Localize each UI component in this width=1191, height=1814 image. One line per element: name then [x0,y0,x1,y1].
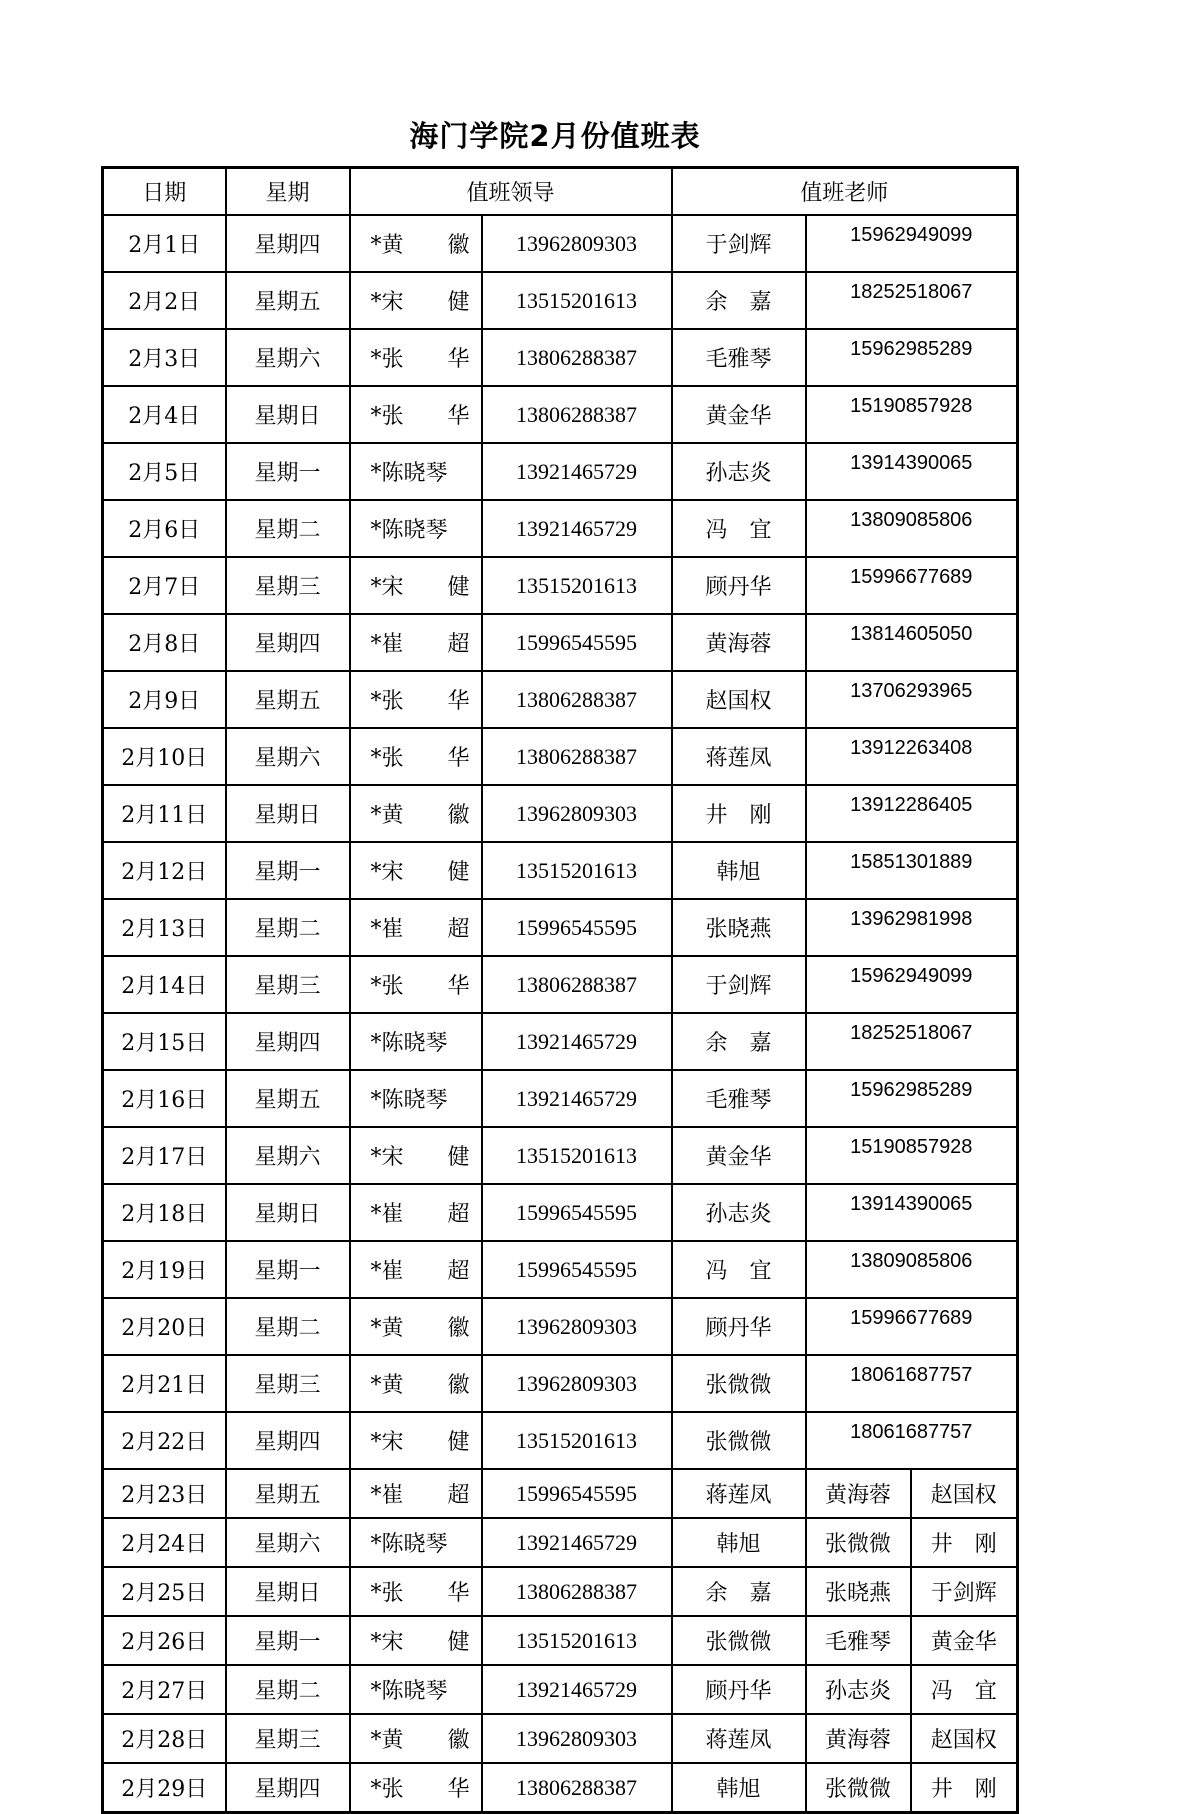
leader-name-cell: *张 华 [350,386,482,443]
teacher-phone-cell: 18061687757 [806,1412,1018,1469]
teacher-name-cell: 余 嘉 [672,1567,806,1616]
date-cell: 2月29日 [103,1763,226,1813]
weekday-cell: 星期四 [226,1412,350,1469]
date-cell: 2月10日 [103,728,226,785]
teacher-phone-cell: 13706293965 [806,671,1018,728]
weekday-cell: 星期四 [226,1763,350,1813]
leader-name-cell: *黄 徽 [350,1355,482,1412]
leader-name-cell: *宋 健 [350,1127,482,1184]
teacher-name-cell: 黄海蓉 [806,1714,911,1763]
teacher-phone-cell: 13914390065 [806,443,1018,500]
header-row [103,168,1018,216]
table-row [103,956,1018,1013]
teacher-name-cell: 井 刚 [911,1518,1018,1567]
leader-phone-cell: 13806288387 [482,728,672,785]
table-row [103,1127,1018,1184]
table-row [103,1298,1018,1355]
table-row [103,842,1018,899]
teacher-name-cell: 张微微 [806,1518,911,1567]
table-row [103,329,1018,386]
table-row [103,614,1018,671]
leader-phone-cell: 13921465729 [482,443,672,500]
teacher-phone-cell: 18252518067 [806,272,1018,329]
teacher-name-cell: 韩旭 [672,1518,806,1567]
table-row [103,500,1018,557]
teacher-name-cell: 赵国权 [672,671,806,728]
leader-phone-cell: 13921465729 [482,1013,672,1070]
teacher-name-cell: 张晓燕 [672,899,806,956]
teacher-name-cell: 毛雅琴 [806,1616,911,1665]
leader-name-cell: *陈晓琴 [350,1013,482,1070]
teacher-name-cell: 孙志炎 [806,1665,911,1714]
date-cell: 2月13日 [103,899,226,956]
teacher-phone-cell: 15996677689 [806,557,1018,614]
weekday-cell: 星期四 [226,1013,350,1070]
leader-phone-cell: 13921465729 [482,1518,672,1567]
teacher-name-cell: 顾丹华 [672,1665,806,1714]
teacher-phone-cell: 15190857928 [806,1127,1018,1184]
teacher-phone-cell: 15962985289 [806,1070,1018,1127]
teacher-name-cell: 孙志炎 [672,1184,806,1241]
leader-phone-cell: 15996545595 [482,1241,672,1298]
header-leader: 值班领导 [350,168,672,216]
date-cell: 2月17日 [103,1127,226,1184]
teacher-phone-cell: 15962949099 [806,956,1018,1013]
table-row [103,1616,1018,1665]
leader-phone-cell: 15996545595 [482,1469,672,1518]
weekday-cell: 星期二 [226,899,350,956]
teacher-name-cell: 黄金华 [911,1616,1018,1665]
table-row [103,1013,1018,1070]
teacher-name-cell: 蒋莲凤 [672,1714,806,1763]
leader-name-cell: *黄 徽 [350,215,482,272]
table-row [103,1469,1018,1518]
leader-name-cell: *宋 健 [350,842,482,899]
table-row [103,272,1018,329]
teacher-phone-cell: 15962985289 [806,329,1018,386]
weekday-cell: 星期五 [226,272,350,329]
table-row [103,1412,1018,1469]
date-cell: 2月1日 [103,215,226,272]
leader-phone-cell: 15996545595 [482,614,672,671]
teacher-phone-cell: 13912263408 [806,728,1018,785]
leader-name-cell: *宋 健 [350,272,482,329]
teacher-name-cell: 冯 宜 [672,1241,806,1298]
teacher-phone-cell: 18252518067 [806,1013,1018,1070]
leader-phone-cell: 13962809303 [482,1355,672,1412]
date-cell: 2月12日 [103,842,226,899]
teacher-phone-cell: 13814605050 [806,614,1018,671]
teacher-phone-cell: 15851301889 [806,842,1018,899]
table-row [103,557,1018,614]
leader-name-cell: *陈晓琴 [350,1070,482,1127]
date-cell: 2月4日 [103,386,226,443]
weekday-cell: 星期日 [226,1567,350,1616]
leader-name-cell: *崔 超 [350,1241,482,1298]
leader-phone-cell: 13962809303 [482,215,672,272]
table-row [103,1355,1018,1412]
date-cell: 2月16日 [103,1070,226,1127]
teacher-name-cell: 孙志炎 [672,443,806,500]
weekday-cell: 星期一 [226,443,350,500]
teacher-name-cell: 赵国权 [911,1714,1018,1763]
teacher-name-cell: 黄海蓉 [672,614,806,671]
teacher-name-cell: 蒋莲凤 [672,1469,806,1518]
leader-phone-cell: 15996545595 [482,899,672,956]
teacher-phone-cell: 13962981998 [806,899,1018,956]
weekday-cell: 星期一 [226,1241,350,1298]
table-row [103,1665,1018,1714]
teacher-name-cell: 于剑辉 [911,1567,1018,1616]
weekday-cell: 星期六 [226,1518,350,1567]
leader-name-cell: *黄 徽 [350,785,482,842]
weekday-cell: 星期二 [226,500,350,557]
weekday-cell: 星期二 [226,1665,350,1714]
weekday-cell: 星期三 [226,1714,350,1763]
leader-name-cell: *张 华 [350,956,482,1013]
leader-phone-cell: 13962809303 [482,1714,672,1763]
weekday-cell: 星期日 [226,386,350,443]
leader-name-cell: *张 华 [350,1567,482,1616]
leader-name-cell: *陈晓琴 [350,1665,482,1714]
teacher-phone-cell: 15962949099 [806,215,1018,272]
weekday-cell: 星期日 [226,785,350,842]
header-weekday: 星期 [226,168,350,216]
leader-phone-cell: 13806288387 [482,386,672,443]
teacher-name-cell: 张微微 [672,1412,806,1469]
teacher-name-cell: 张晓燕 [806,1567,911,1616]
leader-name-cell: *黄 徽 [350,1298,482,1355]
teacher-name-cell: 于剑辉 [672,956,806,1013]
leader-name-cell: *张 华 [350,671,482,728]
leader-phone-cell: 13515201613 [482,1127,672,1184]
teacher-phone-cell: 15996677689 [806,1298,1018,1355]
leader-phone-cell: 13806288387 [482,1567,672,1616]
weekday-cell: 星期五 [226,1469,350,1518]
teacher-name-cell: 张微微 [672,1355,806,1412]
teacher-name-cell: 井 刚 [672,785,806,842]
teacher-name-cell: 赵国权 [911,1469,1018,1518]
weekday-cell: 星期一 [226,1616,350,1665]
table-row [103,1518,1018,1567]
leader-phone-cell: 13806288387 [482,329,672,386]
teacher-name-cell: 黄海蓉 [806,1469,911,1518]
date-cell: 2月7日 [103,557,226,614]
leader-name-cell: *黄 徽 [350,1714,482,1763]
teacher-name-cell: 黄金华 [672,386,806,443]
date-cell: 2月24日 [103,1518,226,1567]
teacher-name-cell: 余 嘉 [672,1013,806,1070]
date-cell: 2月22日 [103,1412,226,1469]
weekday-cell: 星期三 [226,557,350,614]
table-row [103,899,1018,956]
page-title: 海门学院2月份值班表 [409,119,701,153]
leader-phone-cell: 15996545595 [482,1184,672,1241]
date-cell: 2月25日 [103,1567,226,1616]
leader-phone-cell: 13806288387 [482,1763,672,1813]
date-cell: 2月2日 [103,272,226,329]
leader-name-cell: *陈晓琴 [350,443,482,500]
teacher-name-cell: 顾丹华 [672,557,806,614]
weekday-cell: 星期三 [226,956,350,1013]
weekday-cell: 星期五 [226,1070,350,1127]
date-cell: 2月14日 [103,956,226,1013]
date-cell: 2月3日 [103,329,226,386]
leader-phone-cell: 13921465729 [482,1070,672,1127]
date-cell: 2月18日 [103,1184,226,1241]
teacher-name-cell: 顾丹华 [672,1298,806,1355]
teacher-phone-cell: 13809085806 [806,1241,1018,1298]
leader-phone-cell: 13515201613 [482,1616,672,1665]
leader-name-cell: *陈晓琴 [350,500,482,557]
leader-name-cell: *宋 健 [350,1412,482,1469]
leader-name-cell: *崔 超 [350,614,482,671]
table-row [103,443,1018,500]
table-row [103,1763,1018,1813]
weekday-cell: 星期日 [226,1184,350,1241]
date-cell: 2月19日 [103,1241,226,1298]
leader-name-cell: *张 华 [350,329,482,386]
leader-name-cell: *崔 超 [350,1184,482,1241]
table-row [103,215,1018,272]
table-row [103,785,1018,842]
leader-name-cell: *陈晓琴 [350,1518,482,1567]
teacher-phone-cell: 13914390065 [806,1184,1018,1241]
teacher-name-cell: 蒋莲凤 [672,728,806,785]
date-cell: 2月26日 [103,1616,226,1665]
table-row [103,1241,1018,1298]
teacher-name-cell: 张微微 [806,1763,911,1813]
teacher-name-cell: 井 刚 [911,1763,1018,1813]
teacher-phone-cell: 13809085806 [806,500,1018,557]
weekday-cell: 星期四 [226,215,350,272]
table-row [103,1070,1018,1127]
date-cell: 2月9日 [103,671,226,728]
teacher-phone-cell: 15190857928 [806,386,1018,443]
table-row [103,1184,1018,1241]
leader-phone-cell: 13806288387 [482,956,672,1013]
leader-phone-cell: 13515201613 [482,272,672,329]
leader-phone-cell: 13962809303 [482,1298,672,1355]
date-cell: 2月27日 [103,1665,226,1714]
weekday-cell: 星期六 [226,728,350,785]
leader-phone-cell: 13515201613 [482,557,672,614]
teacher-phone-cell: 18061687757 [806,1355,1018,1412]
leader-name-cell: *宋 健 [350,557,482,614]
date-cell: 2月6日 [103,500,226,557]
teacher-name-cell: 毛雅琴 [672,329,806,386]
duty-roster-table [101,166,1019,1814]
weekday-cell: 星期五 [226,671,350,728]
weekday-cell: 星期三 [226,1355,350,1412]
weekday-cell: 星期一 [226,842,350,899]
date-cell: 2月8日 [103,614,226,671]
leader-phone-cell: 13921465729 [482,1665,672,1714]
teacher-name-cell: 于剑辉 [672,215,806,272]
date-cell: 2月28日 [103,1714,226,1763]
table-row [103,386,1018,443]
table-row [103,1714,1018,1763]
teacher-name-cell: 韩旭 [672,1763,806,1813]
weekday-cell: 星期六 [226,1127,350,1184]
teacher-name-cell: 冯 宜 [911,1665,1018,1714]
teacher-phone-cell: 13912286405 [806,785,1018,842]
table-row [103,1567,1018,1616]
leader-phone-cell: 13962809303 [482,785,672,842]
date-cell: 2月11日 [103,785,226,842]
leader-phone-cell: 13515201613 [482,1412,672,1469]
leader-name-cell: *张 华 [350,1763,482,1813]
leader-name-cell: *崔 超 [350,899,482,956]
leader-name-cell: *宋 健 [350,1616,482,1665]
date-cell: 2月21日 [103,1355,226,1412]
weekday-cell: 星期四 [226,614,350,671]
table-row [103,728,1018,785]
leader-phone-cell: 13806288387 [482,671,672,728]
date-cell: 2月15日 [103,1013,226,1070]
header-date: 日期 [103,168,226,216]
teacher-name-cell: 张微微 [672,1616,806,1665]
teacher-name-cell: 韩旭 [672,842,806,899]
leader-name-cell: *张 华 [350,728,482,785]
teacher-name-cell: 黄金华 [672,1127,806,1184]
date-cell: 2月5日 [103,443,226,500]
header-teacher: 值班老师 [672,168,1018,216]
teacher-name-cell: 毛雅琴 [672,1070,806,1127]
date-cell: 2月20日 [103,1298,226,1355]
leader-name-cell: *崔 超 [350,1469,482,1518]
teacher-name-cell: 余 嘉 [672,272,806,329]
date-cell: 2月23日 [103,1469,226,1518]
table-row [103,671,1018,728]
weekday-cell: 星期六 [226,329,350,386]
teacher-name-cell: 冯 宜 [672,500,806,557]
weekday-cell: 星期二 [226,1298,350,1355]
leader-phone-cell: 13515201613 [482,842,672,899]
leader-phone-cell: 13921465729 [482,500,672,557]
